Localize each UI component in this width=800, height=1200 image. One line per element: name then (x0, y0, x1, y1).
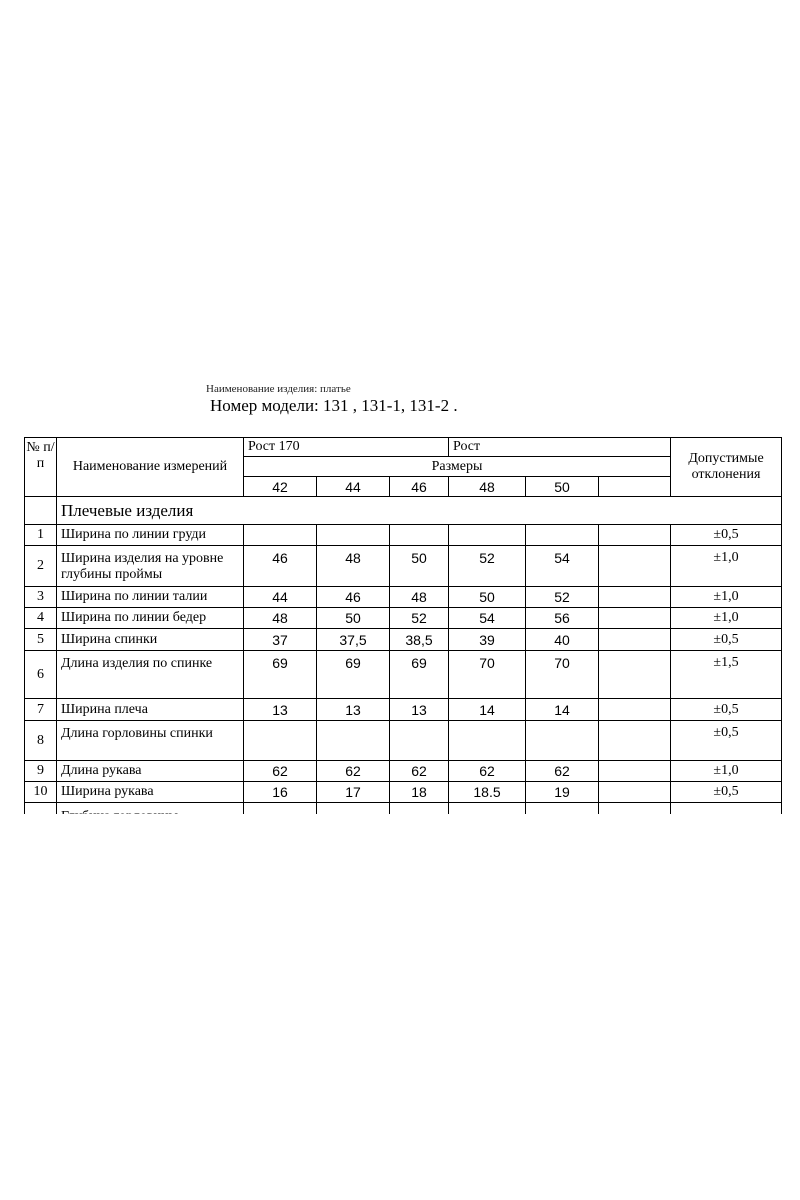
row-value-4: 70 (448, 650, 525, 698)
row-value-5: 40 (525, 628, 598, 650)
row-value-5: 52 (525, 586, 598, 607)
row-measure-name: Длина горловины спинки (56, 720, 243, 760)
header-col-number: № п/ п (24, 437, 56, 496)
row-value-1: 37 (243, 628, 316, 650)
row-number: 7 (24, 698, 56, 720)
row-value-6 (598, 698, 670, 720)
row-value-6 (598, 545, 670, 586)
row-value-2: 46 (316, 586, 389, 607)
row-number: 10 (24, 781, 56, 802)
row-number: 9 (24, 760, 56, 781)
row-value-1: 44 (243, 586, 316, 607)
row-value-5 (525, 720, 598, 760)
row-value-4: 62 (448, 760, 525, 781)
size-header-4: 48 (448, 476, 525, 496)
row-value-6 (598, 650, 670, 698)
row-value-5: 54 (525, 545, 598, 586)
row-value-5: 62 (525, 760, 598, 781)
row-value-6 (598, 760, 670, 781)
row-value-2: 48 (316, 545, 389, 586)
row-value-5: 19 (525, 781, 598, 802)
row-value-4 (448, 720, 525, 760)
row-tolerance: ±1,0 (670, 586, 782, 607)
size-header-2: 44 (316, 476, 389, 496)
row-value-2: 69 (316, 650, 389, 698)
row-number: 4 (24, 607, 56, 628)
row-tolerance: ±0,5 (670, 524, 782, 545)
row-value-3: 13 (389, 698, 448, 720)
cut-off-title: Наименование изделия: платье (206, 383, 351, 395)
row-value-6 (598, 524, 670, 545)
size-header-5: 50 (525, 476, 598, 496)
section-title: Плечевые изделия (56, 496, 782, 524)
row-value-5: 56 (525, 607, 598, 628)
row-value-2: 62 (316, 760, 389, 781)
row-number: 5 (24, 628, 56, 650)
row-measure-name: Ширина по линии груди (56, 524, 243, 545)
row-value-6 (598, 781, 670, 802)
row-value-3 (389, 720, 448, 760)
row-value-4: 52 (448, 545, 525, 586)
row-value-4: 54 (448, 607, 525, 628)
row-measure-name: Ширина по линии бедер (56, 607, 243, 628)
row-value-1: 48 (243, 607, 316, 628)
row-value-1: 16 (243, 781, 316, 802)
row-value-1: 69 (243, 650, 316, 698)
section-number-cell (24, 496, 56, 524)
row-tolerance: ±0,5 (670, 698, 782, 720)
size-header-6 (598, 476, 670, 496)
row-number: 1 (24, 524, 56, 545)
row-value-3: 18 (389, 781, 448, 802)
row-tolerance: ±1,0 (670, 545, 782, 586)
row-value-1 (243, 720, 316, 760)
row-value-2 (316, 720, 389, 760)
image-cutoff-area (0, 814, 800, 1200)
row-value-4 (448, 524, 525, 545)
header-height-170: Рост 170 (243, 437, 448, 456)
header-tolerance: Допустимые отклонения (670, 437, 782, 496)
row-value-6 (598, 720, 670, 760)
row-value-1 (243, 524, 316, 545)
row-value-4: 50 (448, 586, 525, 607)
row-tolerance: ±1,0 (670, 760, 782, 781)
row-number: 6 (24, 650, 56, 698)
row-number: 8 (24, 720, 56, 760)
model-number-line: Номер модели: 131 , 131-1, 131-2 . (210, 396, 458, 415)
row-measure-name: Длина рукава (56, 760, 243, 781)
row-value-5: 70 (525, 650, 598, 698)
header-height-2: Рост (448, 437, 670, 456)
row-value-6 (598, 607, 670, 628)
row-value-4: 14 (448, 698, 525, 720)
row-value-2: 17 (316, 781, 389, 802)
size-header-1: 42 (243, 476, 316, 496)
row-measure-name: Длина изделия по спинке (56, 650, 243, 698)
row-value-5: 14 (525, 698, 598, 720)
row-measure-name: Ширина изделия на уровне глубины проймы (56, 545, 243, 586)
row-value-3 (389, 524, 448, 545)
row-value-3: 52 (389, 607, 448, 628)
row-measure-name: Ширина по линии талии (56, 586, 243, 607)
size-header-3: 46 (389, 476, 448, 496)
row-value-2: 37,5 (316, 628, 389, 650)
row-value-3: 48 (389, 586, 448, 607)
row-value-5 (525, 524, 598, 545)
row-value-2: 13 (316, 698, 389, 720)
row-value-6 (598, 628, 670, 650)
row-tolerance: ±1,0 (670, 607, 782, 628)
row-tolerance: ±1,5 (670, 650, 782, 698)
row-value-1: 46 (243, 545, 316, 586)
row-measure-name: Ширина спинки (56, 628, 243, 650)
row-value-1: 13 (243, 698, 316, 720)
row-number: 2 (24, 545, 56, 586)
row-value-1: 62 (243, 760, 316, 781)
row-measure-name: Ширина плеча (56, 698, 243, 720)
row-value-3: 50 (389, 545, 448, 586)
row-tolerance: ±0,5 (670, 628, 782, 650)
row-value-4: 39 (448, 628, 525, 650)
row-tolerance: ±0,5 (670, 781, 782, 802)
row-value-4: 18.5 (448, 781, 525, 802)
row-value-2: 50 (316, 607, 389, 628)
row-measure-name: Ширина рукава (56, 781, 243, 802)
row-value-3: 62 (389, 760, 448, 781)
header-sizes: Размеры (243, 456, 670, 476)
row-value-6 (598, 586, 670, 607)
row-value-3: 38,5 (389, 628, 448, 650)
row-value-2 (316, 524, 389, 545)
row-value-3: 69 (389, 650, 448, 698)
row-tolerance: ±0,5 (670, 720, 782, 760)
header-col-name: Наименование измерений (56, 437, 243, 496)
row-number: 3 (24, 586, 56, 607)
